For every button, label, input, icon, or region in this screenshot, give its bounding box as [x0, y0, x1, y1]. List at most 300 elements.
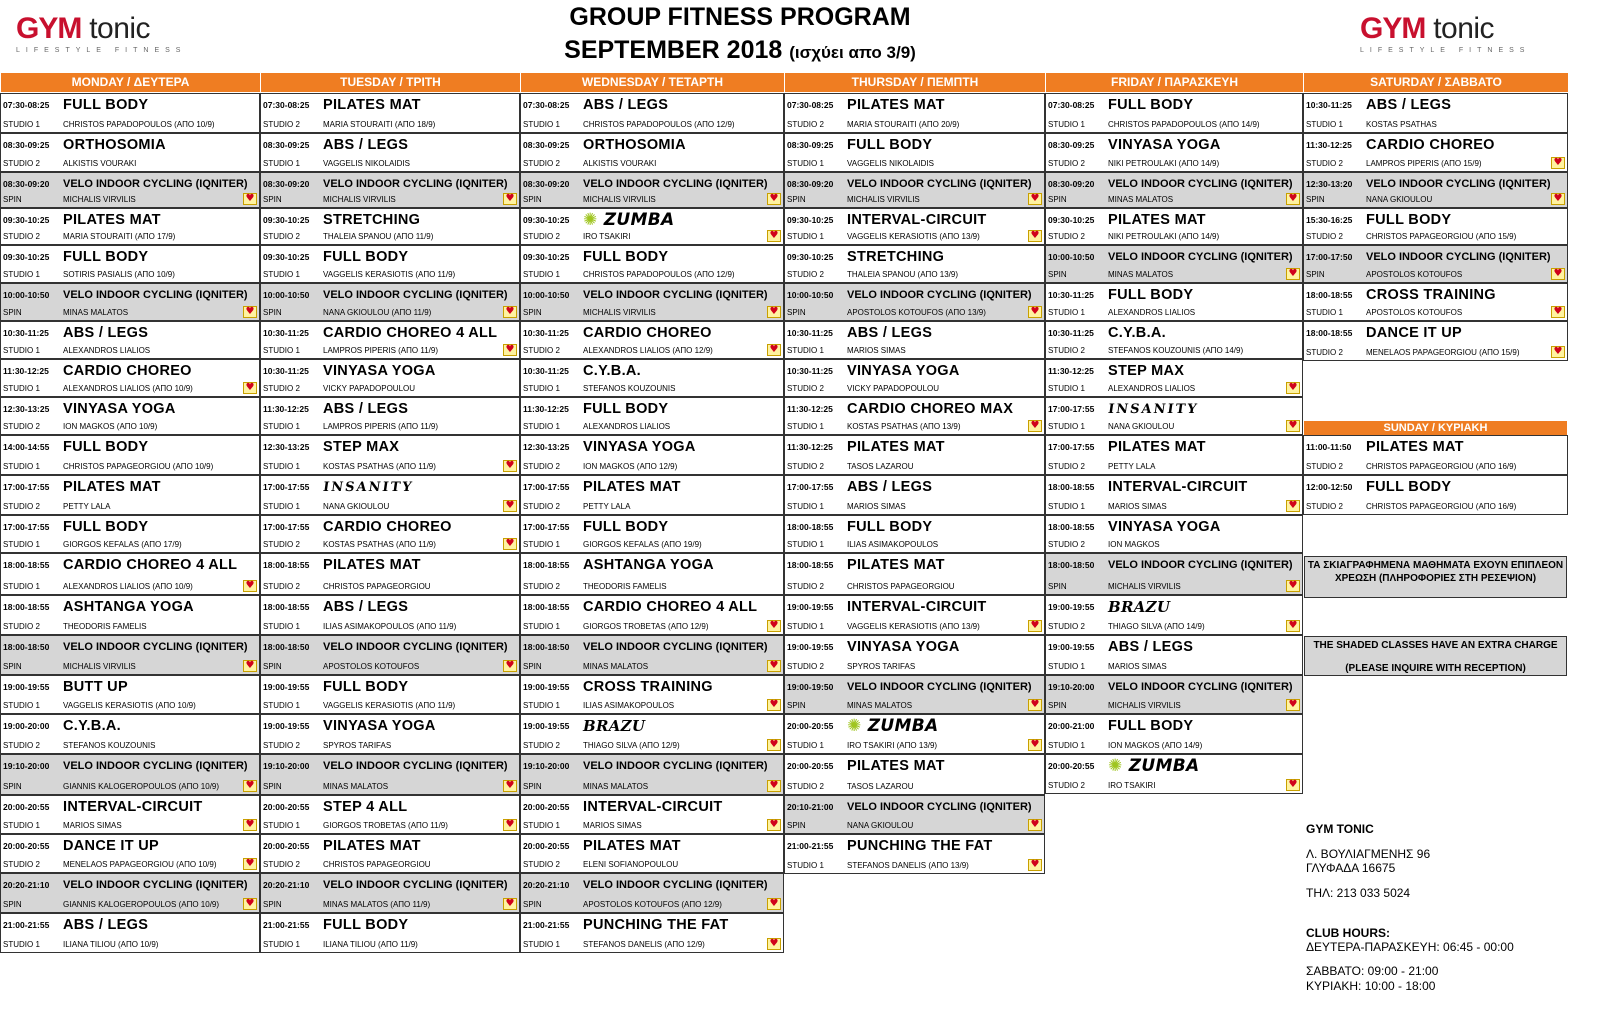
- class-instructor: LAMPROS PIPERIS (ΑΠΟ 11/9): [323, 422, 438, 431]
- class-cell: [260, 795, 520, 834]
- heart-icon: ♥: [503, 460, 517, 472]
- class-cell: [260, 133, 520, 172]
- heart-icon: ♥: [1286, 620, 1300, 632]
- class-instructor: GIORGOS KEFALAS (ΑΠΟ 17/9): [63, 540, 182, 549]
- class-name: FULL BODY: [847, 137, 933, 153]
- class-cell: [1303, 172, 1568, 208]
- heart-icon: ♥: [767, 344, 781, 356]
- class-time: 10:00-10:50: [787, 290, 834, 300]
- class-time: 19:00-19:55: [523, 721, 570, 731]
- class-name: VELO INDOOR CYCLING (IQNITER): [847, 289, 1032, 301]
- class-name: VINYASA YOGA: [1108, 519, 1221, 535]
- class-room: SPIN: [523, 782, 542, 791]
- class-room: SPIN: [1048, 195, 1067, 204]
- class-room: STUDIO 2: [1306, 462, 1343, 471]
- class-instructor: ALKISTIS VOURAKI: [583, 159, 657, 168]
- class-instructor: ALEXANDROS LIALIOS: [63, 346, 151, 355]
- class-name: ORTHOSOMIA: [63, 137, 166, 153]
- heart-icon: ♥: [767, 230, 781, 242]
- class-room: STUDIO 2: [263, 232, 300, 241]
- class-cell: [260, 595, 520, 635]
- class-instructor: APOSTOLOS KOTOUFOS (ΑΠΟ 12/9): [583, 900, 722, 909]
- class-cell: [784, 172, 1045, 208]
- class-instructor: VAGGELIS KERASIOTIS (ΑΠΟ 13/9): [847, 232, 980, 241]
- class-room: STUDIO 2: [1048, 346, 1085, 355]
- heart-icon: ♥: [767, 660, 781, 672]
- class-cell: [520, 172, 784, 208]
- class-cell: [784, 714, 1045, 754]
- class-time: 09:30-10:25: [263, 215, 310, 225]
- class-room: SPIN: [1306, 195, 1325, 204]
- class-instructor: GIORGOS TROBETAS (ΑΠΟ 12/9): [583, 622, 709, 631]
- class-instructor: IRO TSAKIRI (ΑΠΟ 13/9): [847, 741, 938, 750]
- class-cell: [0, 435, 260, 475]
- class-name: VINYASA YOGA: [63, 401, 176, 417]
- class-time: 18:00-18:55: [1048, 482, 1095, 492]
- class-cell: [0, 873, 260, 913]
- class-time: 20:00-20:55: [1048, 761, 1095, 771]
- class-room: STUDIO 1: [263, 270, 300, 279]
- heart-icon: ♥: [767, 306, 781, 318]
- shaded-classes-note-greek: ΤΑ ΣΚΙΑΓΡΑΦΗΜΕΝΑ ΜΑΘΗΜΑΤΑ ΕΧΟΥΝ ΕΠΙΠΛΕΟΝ ΧΡΕΩΣΗ (ΠΛΗΡΟΦΟΡΙΕΣ ΣΤΗ ΡΕΣΕΨΙΟΝ): [1304, 556, 1567, 598]
- class-name: CARDIO CHOREO 4 ALL: [583, 599, 758, 615]
- class-instructor: MENELAOS PAPAGEORGIOU (ΑΠΟ 15/9): [1366, 348, 1520, 357]
- class-name: C.Y.B.A.: [583, 363, 641, 379]
- class-name: PILATES MAT: [847, 97, 945, 113]
- heart-icon: ♥: [1028, 193, 1042, 205]
- class-cell: [784, 359, 1045, 397]
- class-time: 10:30-11:25: [787, 366, 833, 376]
- class-instructor: MINAS MALATOS: [583, 662, 649, 671]
- class-cell: [520, 133, 784, 172]
- class-cell: [0, 913, 260, 953]
- class-time: 08:30-09:20: [787, 179, 834, 189]
- class-time: 18:00-18:55: [1306, 328, 1353, 338]
- class-cell: [520, 397, 784, 435]
- page-title: GROUP FITNESS PROGRAM: [569, 3, 911, 31]
- class-name: BUTT UP: [63, 679, 128, 695]
- class-time: 20:20-21:10: [263, 880, 310, 890]
- class-name: FULL BODY: [1108, 97, 1194, 113]
- class-room: STUDIO 1: [1306, 120, 1343, 129]
- class-instructor: LAMPROS PIPERIS (ΑΠΟ 11/9): [323, 346, 438, 355]
- class-name: FULL BODY: [1366, 212, 1452, 228]
- class-time: 08:30-09:25: [787, 140, 834, 150]
- class-time: 20:00-20:55: [263, 802, 310, 812]
- class-name: STRETCHING: [847, 249, 945, 265]
- class-name: FULL BODY: [583, 519, 669, 535]
- class-room: STUDIO 1: [523, 540, 560, 549]
- class-cell: [784, 397, 1045, 435]
- class-room: STUDIO 2: [1306, 232, 1343, 241]
- class-name: PUNCHING THE FAT: [583, 917, 729, 933]
- class-instructor: VAGGELIS KERASIOTIS (ΑΠΟ 11/9): [323, 270, 456, 279]
- class-time: 12:30-13:25: [3, 404, 50, 414]
- class-instructor: STEFANOS KOUZOUNIS: [583, 384, 676, 393]
- class-cell: [260, 172, 520, 208]
- class-name: VELO INDOOR CYCLING (IQNITER): [583, 879, 768, 891]
- class-name: VINYASA YOGA: [323, 718, 436, 734]
- zumba-logo: ✺ ZUMBA: [1108, 756, 1200, 776]
- class-instructor: APOSTOLOS KOTOUFOS: [1366, 308, 1463, 317]
- class-time: 18:00-18:55: [3, 602, 50, 612]
- class-room: SPIN: [523, 308, 542, 317]
- class-instructor: THIAGO SILVA (ΑΠΟ 12/9): [583, 741, 680, 750]
- class-room: STUDIO 1: [263, 622, 300, 631]
- class-instructor: STEFANOS KOUZOUNIS (ΑΠΟ 14/9): [1108, 346, 1244, 355]
- class-cell: [784, 795, 1045, 834]
- class-name: ABS / LEGS: [63, 917, 149, 933]
- day-header: SATURDAY / ΣΑΒΒΑΤΟ: [1303, 73, 1568, 92]
- class-name: ORTHOSOMIA: [583, 137, 686, 153]
- class-room: SPIN: [523, 195, 542, 204]
- class-name: VELO INDOOR CYCLING (IQNITER): [323, 760, 508, 772]
- insanity-logo: INSANITY: [322, 480, 415, 495]
- class-room: STUDIO 1: [523, 940, 560, 949]
- class-name: C.Y.B.A.: [63, 718, 121, 734]
- class-cell: [0, 834, 260, 873]
- class-instructor: MINAS MALATOS: [323, 782, 389, 791]
- class-name: VELO INDOOR CYCLING (IQNITER): [583, 760, 768, 772]
- class-room: SPIN: [263, 308, 282, 317]
- class-cell: [260, 283, 520, 321]
- class-time: 17:00-17:55: [263, 522, 310, 532]
- class-name: PILATES MAT: [323, 97, 421, 113]
- heart-icon: ♥: [1551, 306, 1565, 318]
- heart-icon: ♥: [1551, 268, 1565, 280]
- class-room: STUDIO 1: [787, 159, 824, 168]
- class-room: STUDIO 2: [523, 860, 560, 869]
- heart-icon: ♥: [503, 193, 517, 205]
- class-cell: [1045, 208, 1303, 245]
- shaded-note-line1: THE SHADED CLASSES HAVE AN EXTRA CHARGE: [1313, 640, 1558, 651]
- heart-icon: ♥: [1028, 739, 1042, 751]
- class-room: STUDIO 2: [787, 120, 824, 129]
- class-instructor: ILIAS ASIMAKOPOULOS: [847, 540, 939, 549]
- class-instructor: GIANNIS KALOGEROPOULOS (ΑΠΟ 10/9): [63, 900, 220, 909]
- class-cell: [0, 595, 260, 635]
- class-name: VELO INDOOR CYCLING (IQNITER): [63, 879, 248, 891]
- class-cell: [1045, 93, 1303, 133]
- class-time: 20:00-20:55: [3, 841, 50, 851]
- class-cell: [260, 397, 520, 435]
- class-name: [583, 212, 674, 229]
- class-cell: [0, 714, 260, 754]
- class-cell: [784, 754, 1045, 795]
- class-cell: [1045, 595, 1303, 635]
- class-time: 10:30-11:25: [523, 366, 569, 376]
- class-room: STUDIO 1: [523, 384, 560, 393]
- contact-gym-name: GYM TONIC: [1306, 822, 1374, 836]
- class-time: 17:00-17:55: [1048, 404, 1095, 414]
- class-room: STUDIO 2: [263, 860, 300, 869]
- heart-icon: ♥: [1028, 859, 1042, 871]
- class-cell: [0, 359, 260, 397]
- class-instructor: CHRISTOS PAPAGEORGIOU (ΑΠΟ 15/9): [1366, 232, 1517, 241]
- class-room: STUDIO 2: [787, 270, 824, 279]
- heart-icon: ♥: [243, 819, 257, 831]
- shaded-classes-note-english: [1304, 636, 1567, 676]
- class-name: VELO INDOOR CYCLING (IQNITER): [847, 681, 1032, 693]
- class-name: VELO INDOOR CYCLING (IQNITER): [323, 289, 508, 301]
- class-name: VELO INDOOR CYCLING (IQNITER): [1108, 251, 1293, 263]
- logo-tonic-word: tonic: [89, 12, 151, 45]
- class-cell: [784, 553, 1045, 595]
- heart-icon: ♥: [503, 538, 517, 550]
- class-room: STUDIO 2: [1048, 159, 1085, 168]
- class-time: 20:20-21:10: [3, 880, 50, 890]
- class-instructor: CHRISTOS PAPAGEORGIOU: [323, 582, 431, 591]
- class-room: STUDIO 1: [1048, 662, 1085, 671]
- class-instructor: SOTIRIS PASIALIS (ΑΠΟ 10/9): [63, 270, 175, 279]
- class-room: STUDIO 2: [3, 622, 40, 631]
- class-room: SPIN: [263, 900, 282, 909]
- class-instructor: MARIA STOURAITI (ΑΠΟ 18/9): [323, 120, 436, 129]
- class-room: STUDIO 1: [787, 422, 824, 431]
- class-instructor: CHRISTOS PAPAGEORGIOU (ΑΠΟ 16/9): [1366, 502, 1517, 511]
- class-time: 17:00-17:55: [523, 482, 570, 492]
- class-room: STUDIO 1: [263, 940, 300, 949]
- class-time: 10:00-10:50: [263, 290, 310, 300]
- class-instructor: MICHALIS VIRVILIS: [583, 195, 656, 204]
- class-name: PUNCHING THE FAT: [847, 838, 993, 854]
- class-instructor: CHRISTOS PAPAGEORGIOU: [847, 582, 955, 591]
- class-instructor: PETTY LALA: [63, 502, 111, 511]
- class-cell: [1045, 754, 1303, 794]
- class-name: VELO INDOOR CYCLING (IQNITER): [583, 641, 768, 653]
- class-cell: [520, 595, 784, 635]
- class-name: ABS / LEGS: [847, 479, 933, 495]
- class-room: SPIN: [787, 195, 806, 204]
- class-instructor: MARIOS SIMAS: [847, 346, 906, 355]
- class-cell: [260, 321, 520, 359]
- heart-icon: ♥: [1551, 157, 1565, 169]
- class-room: SPIN: [263, 782, 282, 791]
- class-name: STEP 4 ALL: [323, 799, 408, 815]
- class-time: 08:30-09:20: [263, 179, 310, 189]
- class-cell: [520, 93, 784, 133]
- heart-icon: ♥: [243, 382, 257, 394]
- class-room: STUDIO 1: [787, 540, 824, 549]
- class-cell: [520, 245, 784, 283]
- class-time: 10:30-11:25: [523, 328, 569, 338]
- class-cell: [1303, 245, 1568, 283]
- class-name: VELO INDOOR CYCLING (IQNITER): [63, 178, 248, 190]
- class-time: 07:30-08:25: [787, 100, 834, 110]
- class-instructor: CHRISTOS PAPAGEORGIOU (ΑΠΟ 10/9): [63, 462, 214, 471]
- class-cell: [260, 553, 520, 595]
- class-instructor: ILIAS ASIMAKOPOULOS: [583, 701, 675, 710]
- class-room: STUDIO 1: [263, 159, 300, 168]
- class-room: STUDIO 2: [1048, 232, 1085, 241]
- class-room: SPIN: [3, 308, 22, 317]
- class-instructor: APOSTOLOS KOTOUFOS (ΑΠΟ 13/9): [847, 308, 986, 317]
- class-time: 18:00-18:55: [263, 560, 310, 570]
- class-name: VINYASA YOGA: [323, 363, 436, 379]
- class-cell: [784, 245, 1045, 283]
- class-time: 10:00-10:50: [3, 290, 50, 300]
- class-time: 17:00-17:55: [1048, 442, 1095, 452]
- class-time: 10:00-10:50: [1048, 252, 1095, 262]
- class-cell: [1303, 208, 1568, 245]
- class-room: STUDIO 2: [263, 384, 300, 393]
- class-name: [1108, 599, 1170, 616]
- class-cell: [260, 208, 520, 245]
- class-room: STUDIO 2: [3, 422, 40, 431]
- heart-icon: ♥: [1286, 580, 1300, 592]
- class-cell: [0, 515, 260, 553]
- class-cell: [1045, 675, 1303, 714]
- class-time: 18:00-18:50: [263, 642, 310, 652]
- class-room: SPIN: [787, 308, 806, 317]
- class-room: STUDIO 1: [787, 502, 824, 511]
- club-hours-title: CLUB HOURS:: [1306, 926, 1390, 940]
- logo-gym-word: GYM: [16, 12, 82, 45]
- class-room: STUDIO 1: [3, 701, 40, 710]
- class-cell: [1303, 475, 1568, 515]
- class-cell: [0, 208, 260, 245]
- class-instructor: ALEXANDROS LIALIOS: [583, 422, 671, 431]
- class-instructor: ION MAGKOS (ΑΠΟ 12/9): [583, 462, 678, 471]
- class-cell: [520, 754, 784, 795]
- class-cell: [1045, 359, 1303, 397]
- class-time: 12:30-13:25: [523, 442, 570, 452]
- class-instructor: KOSTAS PSATHAS: [1366, 120, 1437, 129]
- class-time: 20:00-20:55: [787, 721, 834, 731]
- class-name: FULL BODY: [63, 439, 149, 455]
- class-time: 09:30-10:25: [1048, 215, 1095, 225]
- class-name: PILATES MAT: [583, 479, 681, 495]
- class-cell: [0, 321, 260, 359]
- class-room: STUDIO 1: [3, 120, 40, 129]
- heart-icon: ♥: [1286, 699, 1300, 711]
- gym-tonic-logo-left: [16, 14, 241, 56]
- class-instructor: CHRISTOS PAPAGEORGIOU: [323, 860, 431, 869]
- class-room: STUDIO 1: [263, 462, 300, 471]
- class-time: 12:30-13:25: [263, 442, 310, 452]
- class-time: 19:10-20:00: [263, 761, 310, 771]
- class-room: SPIN: [787, 701, 806, 710]
- class-name: PILATES MAT: [63, 212, 161, 228]
- class-time: 18:00-18:55: [523, 560, 570, 570]
- class-instructor: THEODORIS FAMELIS: [63, 622, 147, 631]
- class-time: 10:30-11:25: [1306, 100, 1352, 110]
- class-time: 19:00-19:55: [787, 642, 834, 652]
- class-cell: [520, 834, 784, 873]
- class-name: INTERVAL-CIRCUIT: [847, 212, 987, 228]
- heart-icon: ♥: [1028, 699, 1042, 711]
- class-name: ABS / LEGS: [583, 97, 669, 113]
- class-room: STUDIO 2: [3, 232, 40, 241]
- class-name: VELO INDOOR CYCLING (IQNITER): [323, 879, 508, 891]
- class-name: ABS / LEGS: [323, 137, 409, 153]
- class-name: VELO INDOOR CYCLING (IQNITER): [1366, 178, 1551, 190]
- class-cell: [260, 873, 520, 913]
- class-room: SPIN: [523, 900, 542, 909]
- class-cell: [260, 359, 520, 397]
- class-name: FULL BODY: [323, 679, 409, 695]
- class-name: VELO INDOOR CYCLING (IQNITER): [583, 178, 768, 190]
- class-instructor: CHRISTOS PAPADOPOULOS (ΑΠΟ 12/9): [583, 270, 735, 279]
- class-cell: [520, 515, 784, 553]
- class-room: STUDIO 1: [3, 821, 40, 830]
- class-time: 10:00-10:50: [523, 290, 570, 300]
- class-time: 11:30-12:25: [787, 404, 833, 414]
- class-name: VELO INDOOR CYCLING (IQNITER): [323, 178, 508, 190]
- class-cell: [784, 675, 1045, 714]
- class-room: STUDIO 2: [523, 502, 560, 511]
- class-time: 20:00-20:55: [3, 802, 50, 812]
- class-cell: [0, 172, 260, 208]
- class-name: VELO INDOOR CYCLING (IQNITER): [1366, 251, 1551, 263]
- class-time: 12:00-12:50: [1306, 482, 1353, 492]
- class-name: CARDIO CHOREO: [323, 519, 452, 535]
- class-instructor: ION MAGKOS (ΑΠΟ 10/9): [63, 422, 158, 431]
- heart-icon: ♥: [1028, 620, 1042, 632]
- class-instructor: MICHALIS VIRVILIS: [63, 195, 136, 204]
- heart-icon: ♥: [1286, 268, 1300, 280]
- class-room: STUDIO 2: [523, 232, 560, 241]
- class-cell: [260, 913, 520, 953]
- class-room: SPIN: [1048, 582, 1067, 591]
- class-instructor: SPYROS TARIFAS: [323, 741, 392, 750]
- class-room: STUDIO 2: [1306, 348, 1343, 357]
- class-cell: [260, 675, 520, 714]
- class-time: 08:30-09:20: [1048, 179, 1095, 189]
- class-instructor: MICHALIS VIRVILIS: [1108, 701, 1181, 710]
- class-cell: [260, 515, 520, 553]
- class-cell: [0, 133, 260, 172]
- class-instructor: VAGGELIS KERASIOTIS (ΑΠΟ 11/9): [323, 701, 456, 710]
- heart-icon: ♥: [1286, 779, 1300, 791]
- zumba-flower-icon: ✺: [1108, 756, 1129, 776]
- class-instructor: NANA GKIOULOU: [323, 502, 390, 511]
- class-instructor: STEFANOS DANELIS (ΑΠΟ 13/9): [847, 861, 969, 870]
- class-time: 07:30-08:25: [263, 100, 310, 110]
- class-name: VELO INDOOR CYCLING (IQNITER): [1108, 559, 1293, 571]
- heart-icon: ♥: [1286, 382, 1300, 394]
- class-time: 18:00-18:50: [523, 642, 570, 652]
- heart-icon: ♥: [503, 898, 517, 910]
- zumba-flower-icon: ✺: [583, 210, 604, 230]
- class-room: STUDIO 1: [3, 462, 40, 471]
- heart-icon: ♥: [767, 819, 781, 831]
- class-instructor: STEFANOS DANELIS (ΑΠΟ 12/9): [583, 940, 705, 949]
- heart-icon: ♥: [503, 780, 517, 792]
- class-time: 15:30-16:25: [1306, 215, 1353, 225]
- heart-icon: ♥: [1551, 193, 1565, 205]
- class-time: 20:20-21:10: [523, 880, 570, 890]
- class-cell: [520, 283, 784, 321]
- heart-icon: ♥: [767, 938, 781, 950]
- class-time: 20:00-21:00: [1048, 721, 1095, 731]
- class-time: 21:00-21:55: [523, 920, 570, 930]
- class-time: 11:30-12:25: [1048, 366, 1094, 376]
- class-time: 10:30-11:25: [1048, 290, 1094, 300]
- class-name: ASHTANGA YOGA: [63, 599, 194, 615]
- class-room: STUDIO 2: [1306, 159, 1343, 168]
- class-name: INTERVAL-CIRCUIT: [847, 599, 987, 615]
- class-instructor: GIANNIS KALOGEROPOULOS (ΑΠΟ 10/9): [63, 782, 220, 791]
- heart-icon: ♥: [1028, 230, 1042, 242]
- class-cell: [784, 515, 1045, 553]
- class-time: 07:30-08:25: [1048, 100, 1095, 110]
- heart-icon: ♥: [503, 660, 517, 672]
- class-name: ABS / LEGS: [323, 401, 409, 417]
- class-time: 18:00-18:50: [3, 642, 50, 652]
- page-subtitle: [470, 35, 1010, 68]
- class-time: 17:00-17:55: [3, 522, 50, 532]
